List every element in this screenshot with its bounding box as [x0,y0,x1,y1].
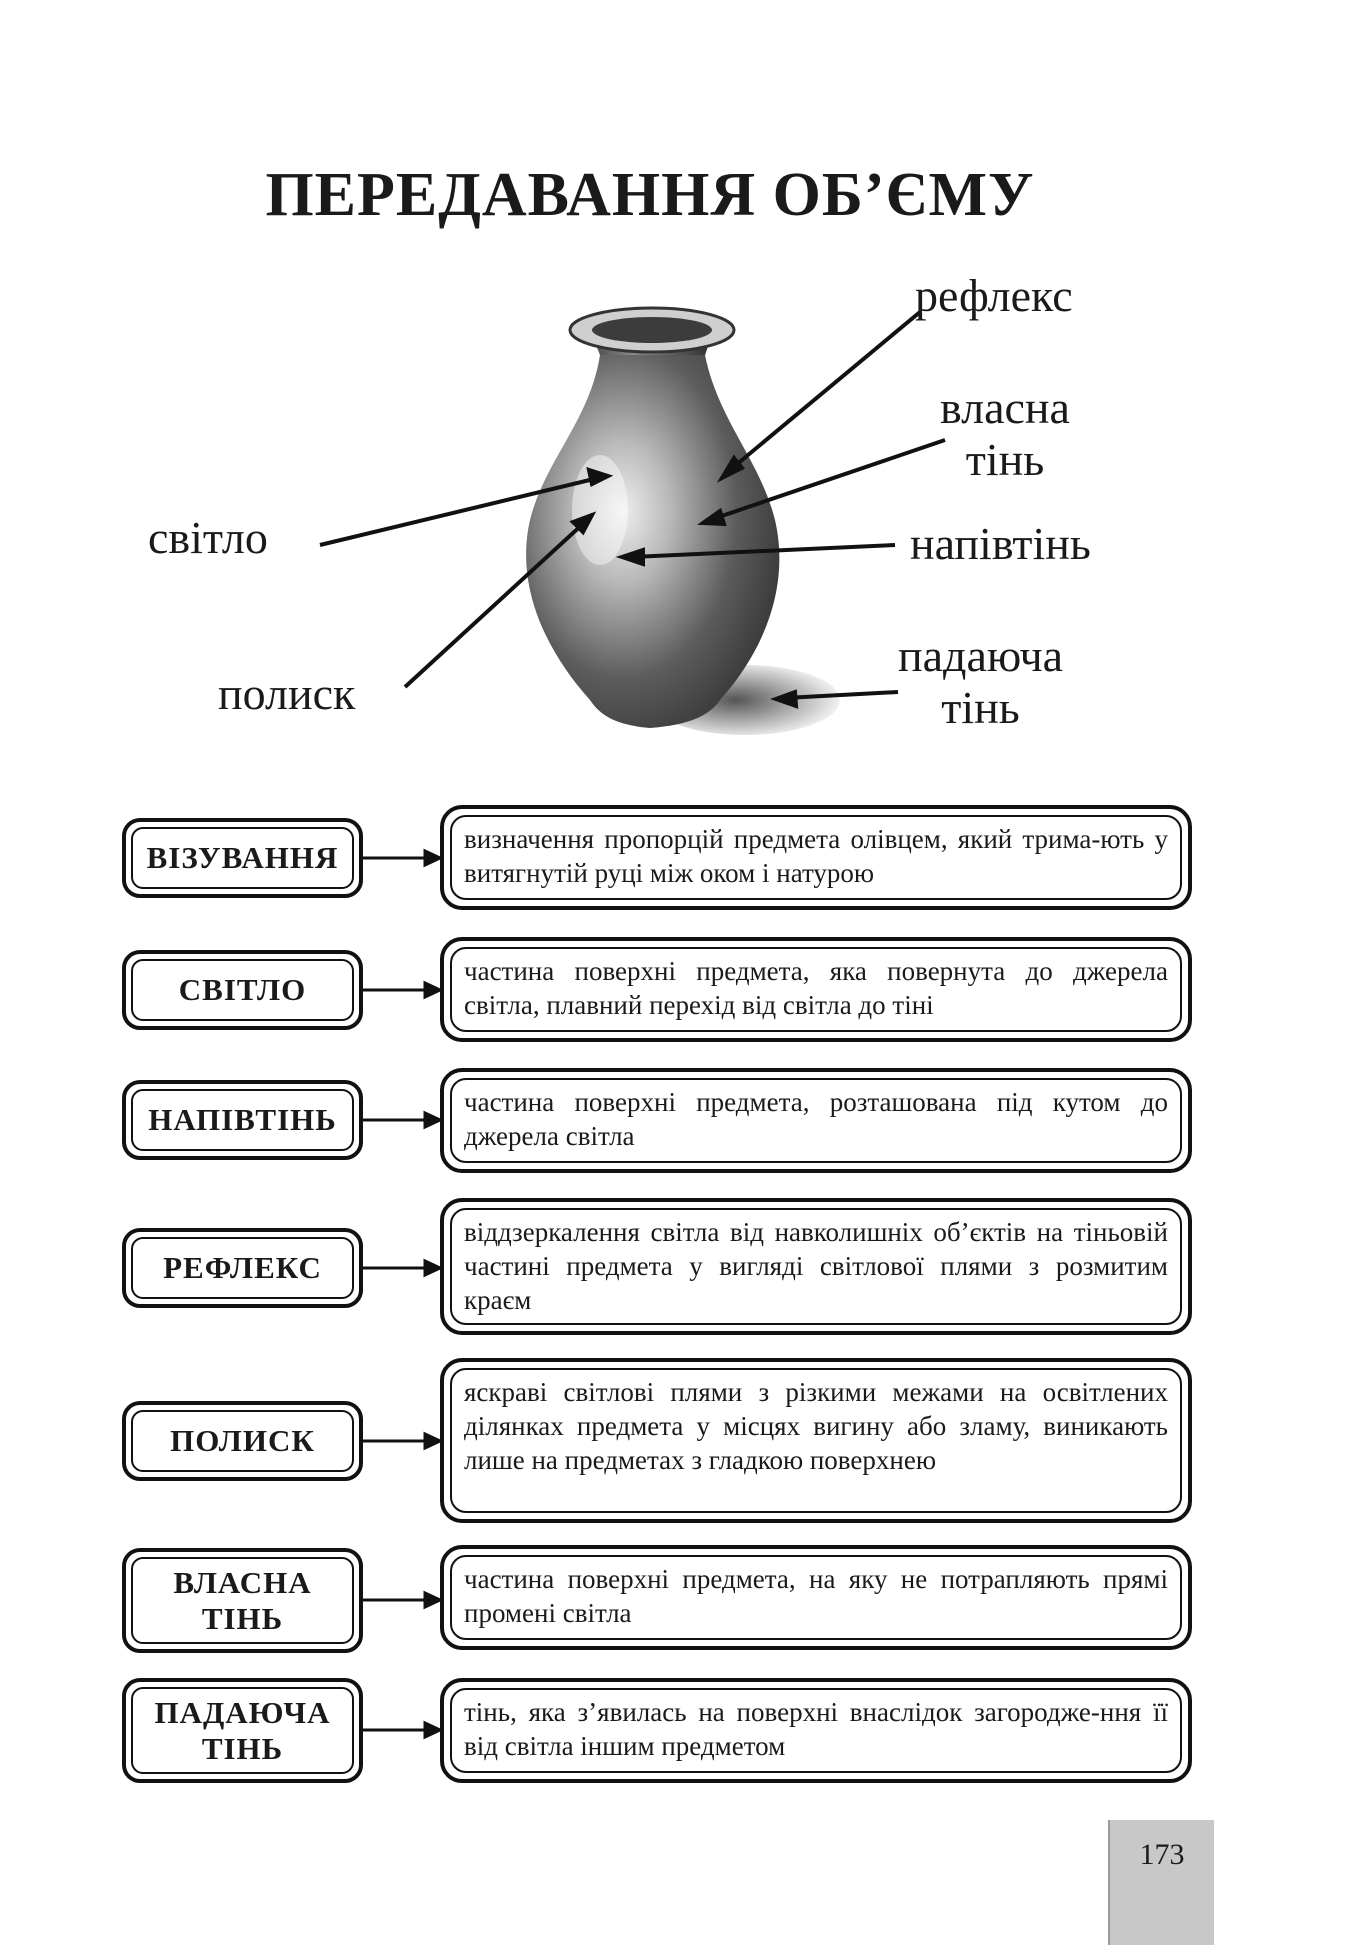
page-number: 173 [1139,1838,1185,1871]
page-title: ПЕРЕДАВАННЯ ОБ’ЄМУ [265,161,1035,229]
definition-box-refleks [440,1198,1192,1335]
label-own-shadow [940,382,1070,486]
definition-box-svitlo [440,937,1192,1042]
term-label: РЕФЛЕКС [131,1237,354,1299]
label-reflex: рефлекс [915,270,1073,321]
definition-box-vizuvannya [440,805,1192,910]
definition-text: віддзеркалення світла від навколишніх об’єктів на тіньовій частині предмета у вигляді світлової плями з розмитим краєм [450,1208,1182,1325]
page-number-tab [1108,1820,1214,1945]
label-light: світло [148,512,268,563]
label-own-shadow-line2: тінь [965,434,1045,485]
term-label: ВІЗУВАННЯ [131,827,354,889]
term-box-napivtin [122,1080,363,1160]
term-label-line2: ТІНЬ [201,1600,284,1636]
term-label [131,1557,354,1644]
definition-text: визначення пропорцій предмета олівцем, який трима-ють у витягнутій руці між оком і натурою [450,815,1182,900]
term-label [131,1687,354,1774]
definition-box-padayucha-tin [440,1678,1192,1783]
definition-box-napivtin [440,1068,1192,1173]
term-label-line2: ТІНЬ [201,1730,284,1766]
term-label: ПОЛИСК [131,1410,354,1472]
label-highlight: полиск [218,668,356,719]
term-box-refleks [122,1228,363,1308]
term-label: СВІТЛО [131,959,354,1021]
label-halftone: напівтінь [910,518,1091,569]
label-cast-shadow-line1: падаюча [898,630,1064,681]
vase-illustration [0,0,1346,790]
term-box-svitlo [122,950,363,1030]
term-box-vlasna-tin [122,1548,363,1653]
definition-text: частина поверхні предмета, розташована під кутом до джерела світла [450,1078,1182,1163]
definition-text: частина поверхні предмета, яка повернута до джерела світла, плавний перехід від світла до тіні [450,947,1182,1032]
term-label: НАПІВТІНЬ [131,1089,354,1151]
definition-text: частина поверхні предмета, на яку не потрапляють прямі промені світла [450,1555,1182,1640]
definition-text: яскраві світлові плями з різкими межами на освітлених ділянках предмета у місцях вигину або зламу, виникають лише на предметах з гладкою поверхнею [450,1368,1182,1513]
definition-text: тінь, яка з’явилась на поверхні внаслідок загородже-ння її від світла іншим предметом [450,1688,1182,1773]
label-own-shadow-line1: власна [940,382,1070,433]
label-cast-shadow-line2: тінь [941,682,1020,733]
definition-box-polysk [440,1358,1192,1523]
label-cast-shadow [898,630,1063,734]
definition-box-vlasna-tin [440,1545,1192,1650]
term-label-line1: ВЛАСНА [173,1564,312,1600]
term-box-vizuvannya [122,818,363,898]
term-box-padayucha-tin [122,1678,363,1783]
term-label-line1: ПАДАЮЧА [154,1694,331,1730]
term-box-polysk [122,1401,363,1481]
